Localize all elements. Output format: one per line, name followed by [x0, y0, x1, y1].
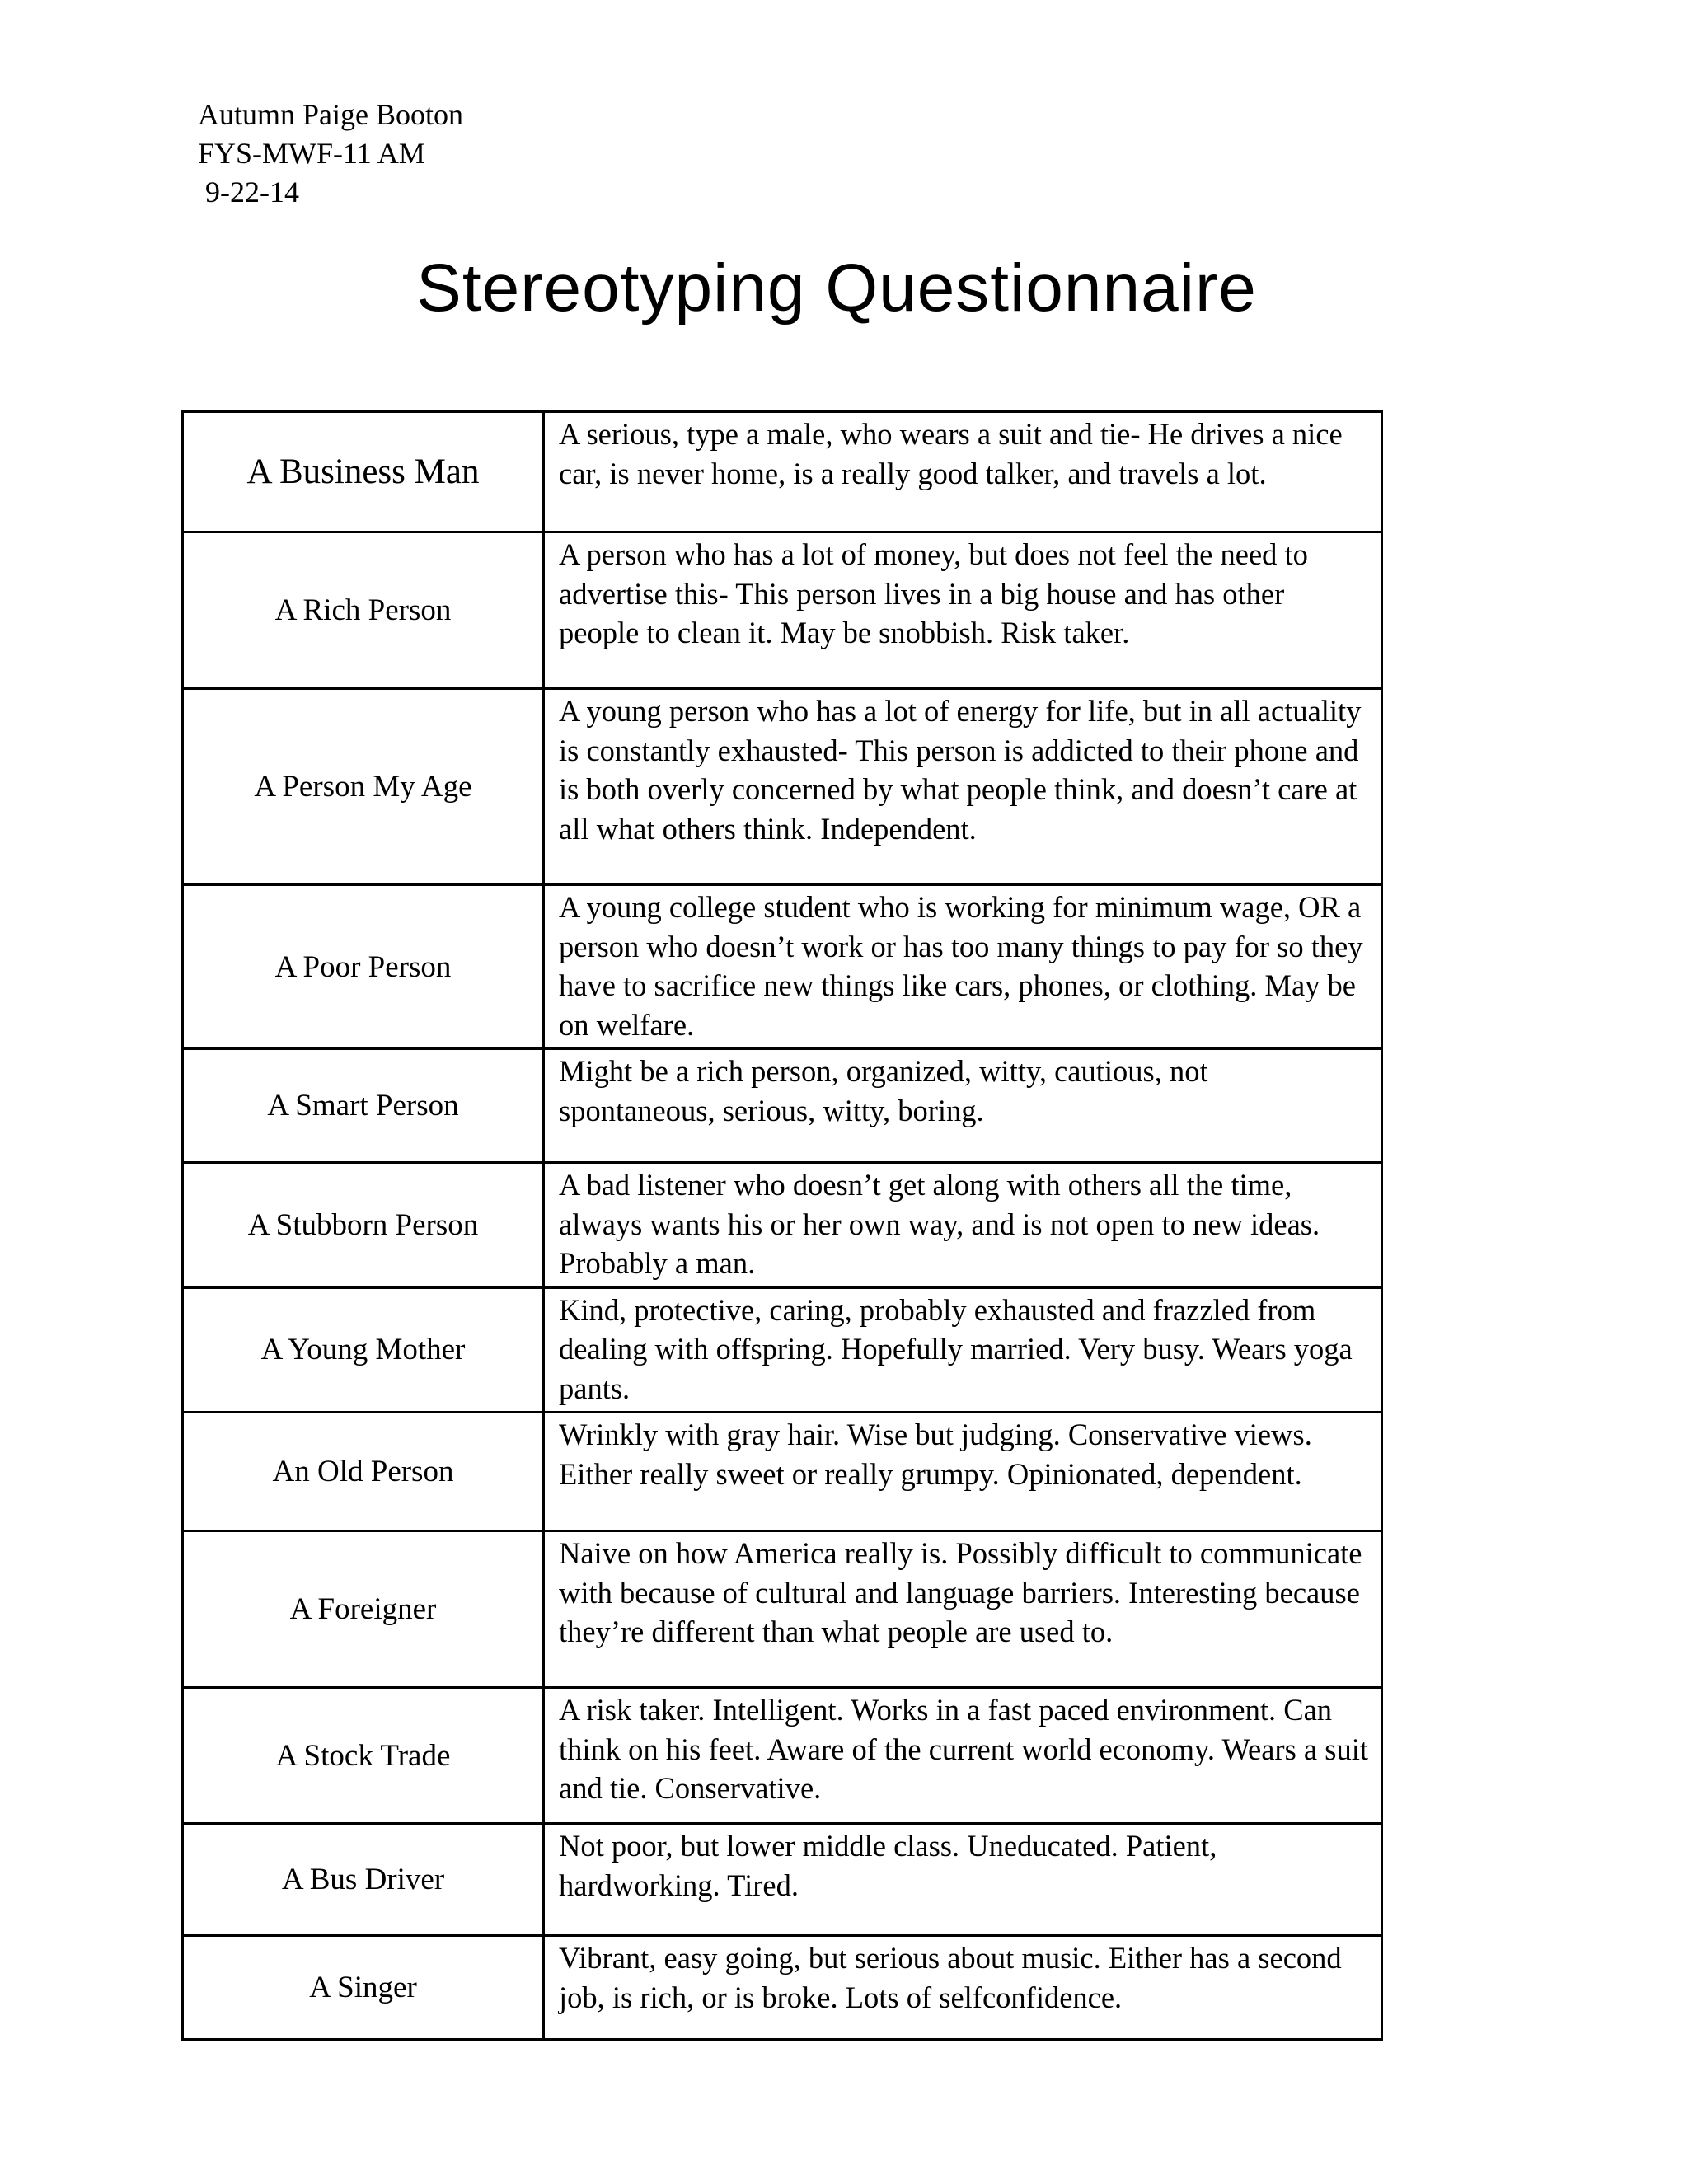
questionnaire-table	[181, 410, 1383, 2041]
row-subject: A Person My Age	[183, 689, 544, 885]
author-header	[198, 96, 463, 212]
table-row	[183, 532, 1382, 689]
row-subject: A Business Man	[183, 412, 544, 532]
table-row	[183, 1163, 1382, 1288]
table-row	[183, 1413, 1382, 1531]
table-row	[183, 412, 1382, 532]
date-line: 9-22-14	[198, 176, 299, 209]
page-title: Stereotyping Questionnaire	[416, 251, 1257, 326]
row-description: Kind, protective, caring, probably exhausted and frazzled from dealing with offspring. Hopefully married. Very busy. Wears yoga pants.	[544, 1287, 1382, 1413]
row-subject: A Foreigner	[183, 1531, 544, 1688]
row-subject: An Old Person	[183, 1413, 544, 1531]
row-description: Naive on how America really is. Possibly difficult to communicate with because of cultural and language barriers. Interesting because they’re different than what people are used to.	[544, 1531, 1382, 1688]
row-subject: A Singer	[183, 1936, 544, 2040]
table-row	[183, 689, 1382, 885]
row-description: A person who has a lot of money, but does not feel the need to advertise this- This person lives in a big house and has other people to clean it. May be snobbish. Risk taker.	[544, 532, 1382, 689]
row-description: A bad listener who doesn’t get along with others all the time, always wants his or her own way, and is not open to new ideas. Probably a man.	[544, 1163, 1382, 1288]
table-row	[183, 1688, 1382, 1824]
row-subject: A Poor Person	[183, 885, 544, 1049]
row-description: A risk taker. Intelligent. Works in a fast paced environment. Can think on his feet. Aware of the current world economy. Wears a suit and tie. Conservative.	[544, 1688, 1382, 1824]
row-description: Might be a rich person, organized, witty, cautious, not spontaneous, serious, witty, boring.	[544, 1049, 1382, 1163]
row-description: Wrinkly with gray hair. Wise but judging. Conservative views. Either really sweet or really grumpy. Opinionated, dependent.	[544, 1413, 1382, 1531]
author-name: Autumn Paige Booton	[198, 98, 463, 131]
row-description: A young person who has a lot of energy for life, but in all actuality is constantly exhausted- This person is addicted to their phone and is both overly concerned by what people think, and doesn’t care at all what others think. Independent.	[544, 689, 1382, 885]
table-row	[183, 885, 1382, 1049]
row-subject: A Rich Person	[183, 532, 544, 689]
row-description: Not poor, but lower middle class. Uneducated. Patient, hardworking. Tired.	[544, 1824, 1382, 1936]
row-subject: A Young Mother	[183, 1287, 544, 1413]
table-row	[183, 1287, 1382, 1413]
course-code: FYS-MWF-11 AM	[198, 137, 425, 170]
row-subject: A Bus Driver	[183, 1824, 544, 1936]
row-description: Vibrant, easy going, but serious about music. Either has a second job, is rich, or is broke. Lots of selfconfidence.	[544, 1936, 1382, 2040]
row-subject: A Stubborn Person	[183, 1163, 544, 1288]
table-row	[183, 1049, 1382, 1163]
row-description: A young college student who is working for minimum wage, OR a person who doesn’t work or has too many things to pay for so they have to sacrifice new things like cars, phones, or clothing. May be on welfare.	[544, 885, 1382, 1049]
table-row	[183, 1824, 1382, 1936]
row-subject: A Smart Person	[183, 1049, 544, 1163]
row-description: A serious, type a male, who wears a suit and tie- He drives a nice car, is never home, is a really good talker, and travels a lot.	[544, 412, 1382, 532]
row-subject: A Stock Trade	[183, 1688, 544, 1824]
table-row	[183, 1936, 1382, 2040]
table-row	[183, 1531, 1382, 1688]
